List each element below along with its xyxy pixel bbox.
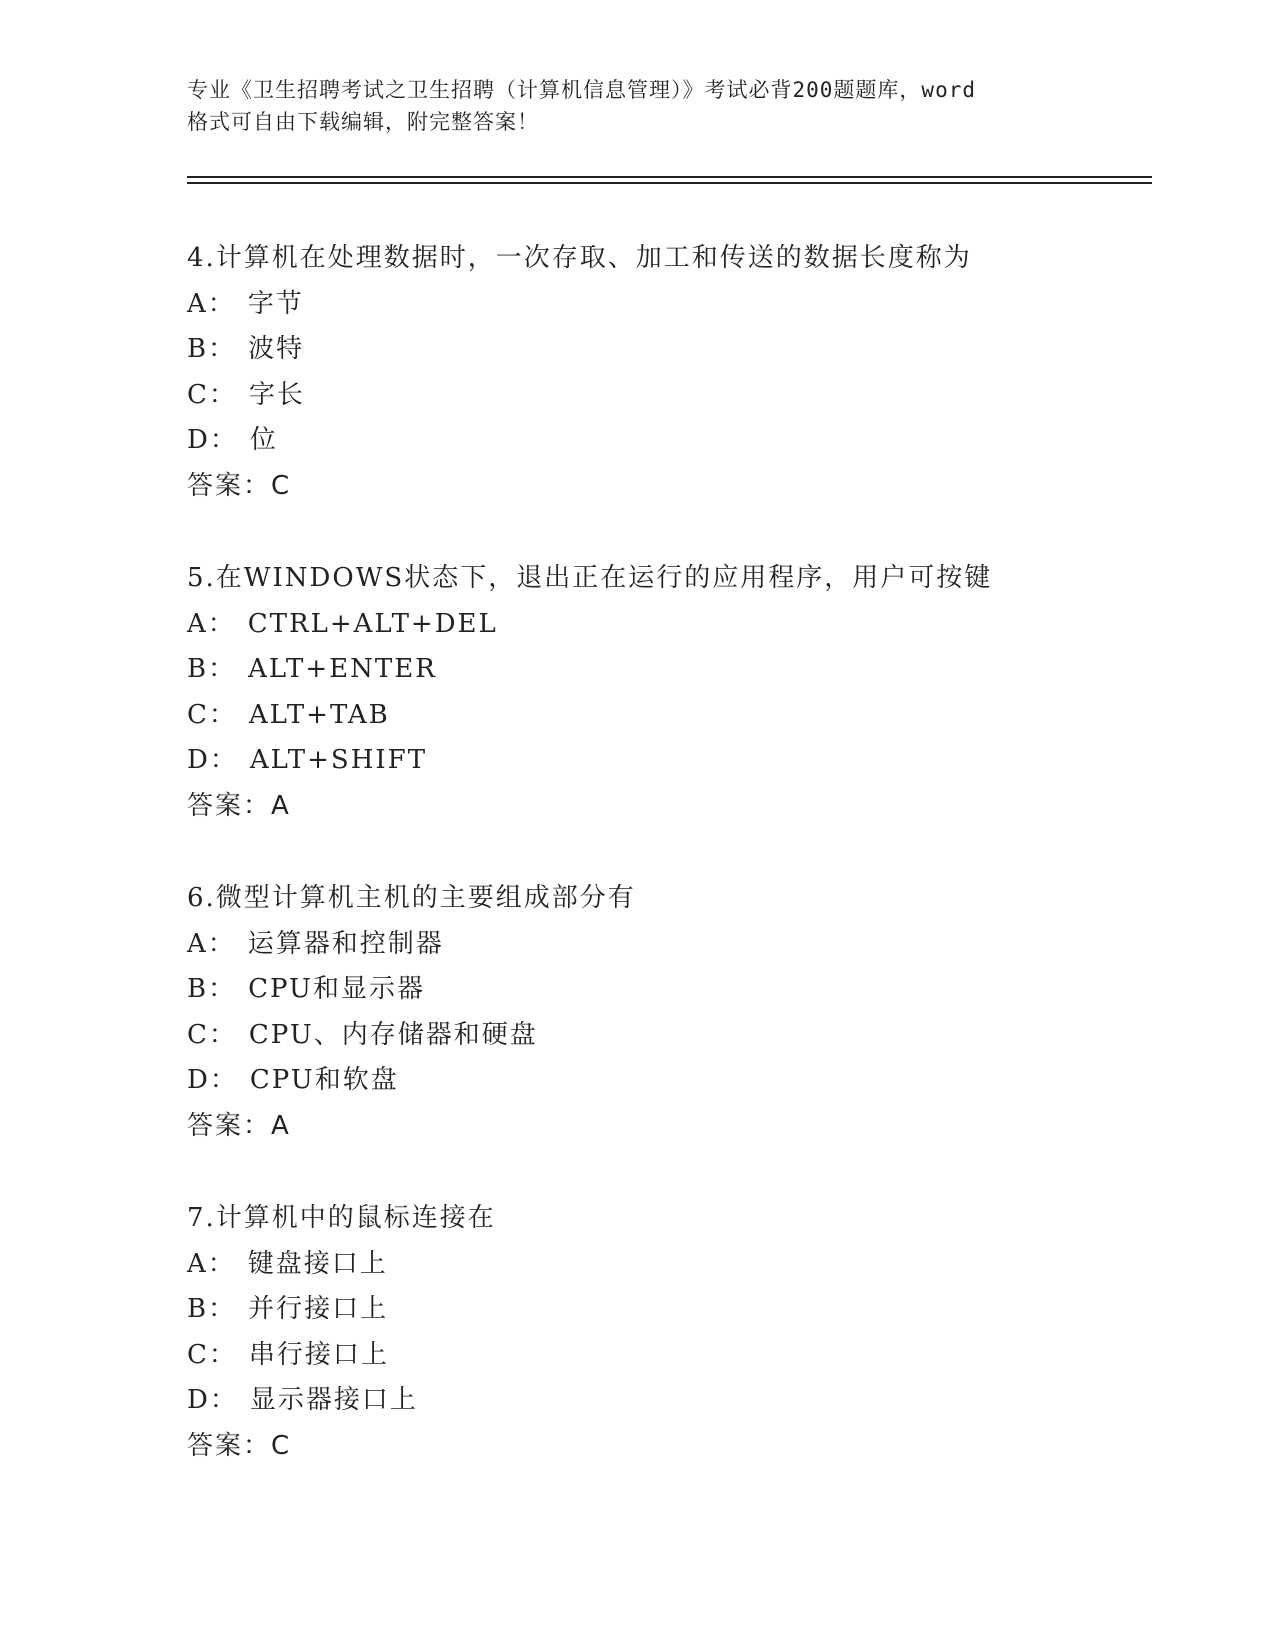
answer-line: 答案：C — [187, 470, 292, 501]
option-label: C： — [187, 1339, 237, 1370]
option-text: ALT+SHIFT — [249, 745, 428, 775]
option-text: 波特 — [248, 334, 305, 364]
option-label: D： — [187, 425, 238, 455]
question-stem: 6.微型计算机主机的主要组成部分有 — [187, 883, 636, 913]
option-c — [187, 1013, 1147, 1059]
option-label: B： — [187, 654, 237, 684]
header-line-1: 专业《卫生招聘考试之卫生招聘（计算机信息管理）》考试必背200题题库，word — [187, 78, 976, 102]
option-label: D： — [187, 1065, 238, 1095]
option-c — [187, 373, 1147, 419]
option-b — [187, 647, 1147, 693]
question-5 — [187, 556, 1147, 876]
option-label: A： — [187, 1248, 236, 1279]
option-b — [187, 1287, 1147, 1333]
option-text: CPU、内存储器和硬盘 — [248, 1019, 538, 1050]
option-text: ALT+ENTER — [248, 654, 437, 684]
option-text: 显示器接口上 — [249, 1385, 418, 1415]
option-d — [187, 1378, 1147, 1424]
option-label: A： — [187, 928, 236, 959]
option-label: D： — [187, 745, 238, 775]
question-6 — [187, 876, 1147, 1196]
answer-line: 答案：A — [187, 1110, 291, 1141]
option-label: B： — [187, 334, 237, 364]
option-a — [187, 602, 1147, 648]
answer-line: 答案：C — [187, 1430, 292, 1461]
option-b — [187, 327, 1147, 373]
option-text: 运算器和控制器 — [247, 928, 444, 959]
option-text: 字长 — [248, 379, 305, 410]
option-text: 位 — [249, 425, 278, 455]
option-d — [187, 1058, 1147, 1104]
header-divider-bottom — [187, 182, 1152, 184]
option-b — [187, 967, 1147, 1013]
option-a — [187, 282, 1147, 328]
option-a — [187, 922, 1147, 968]
option-label: C： — [187, 1019, 237, 1050]
option-c — [187, 693, 1147, 739]
option-label: B： — [187, 1294, 237, 1324]
document-header — [187, 74, 1087, 138]
option-label: A： — [187, 608, 236, 639]
option-label: C： — [187, 699, 237, 730]
option-text: CPU和显示器 — [248, 974, 425, 1004]
option-label: B： — [187, 974, 237, 1004]
option-text: ALT+TAB — [248, 699, 390, 730]
option-text: 并行接口上 — [248, 1294, 389, 1324]
question-stem: 7.计算机中的鼠标连接在 — [187, 1203, 496, 1233]
option-d — [187, 418, 1147, 464]
option-d — [187, 738, 1147, 784]
option-text: 字节 — [247, 288, 304, 319]
option-label: A： — [187, 288, 236, 319]
question-4 — [187, 236, 1147, 556]
option-text: CTRL+ALT+DEL — [247, 608, 498, 639]
option-label: C： — [187, 379, 237, 410]
option-a — [187, 1242, 1147, 1288]
answer-line: 答案：A — [187, 790, 291, 821]
option-text: 键盘接口上 — [247, 1248, 388, 1279]
question-stem: 5.在WINDOWS状态下，退出正在运行的应用程序，用户可按键 — [187, 563, 993, 593]
option-text: CPU和软盘 — [249, 1065, 399, 1095]
option-label: D： — [187, 1385, 238, 1415]
option-c — [187, 1333, 1147, 1379]
question-7 — [187, 1196, 1147, 1516]
option-text: 串行接口上 — [248, 1339, 389, 1370]
header-divider-top — [187, 176, 1152, 178]
question-list — [187, 236, 1147, 1516]
question-stem: 4.计算机在处理数据时，一次存取、加工和传送的数据长度称为 — [187, 243, 972, 273]
header-line-2: 格式可自由下载编辑，附完整答案！ — [187, 110, 539, 134]
